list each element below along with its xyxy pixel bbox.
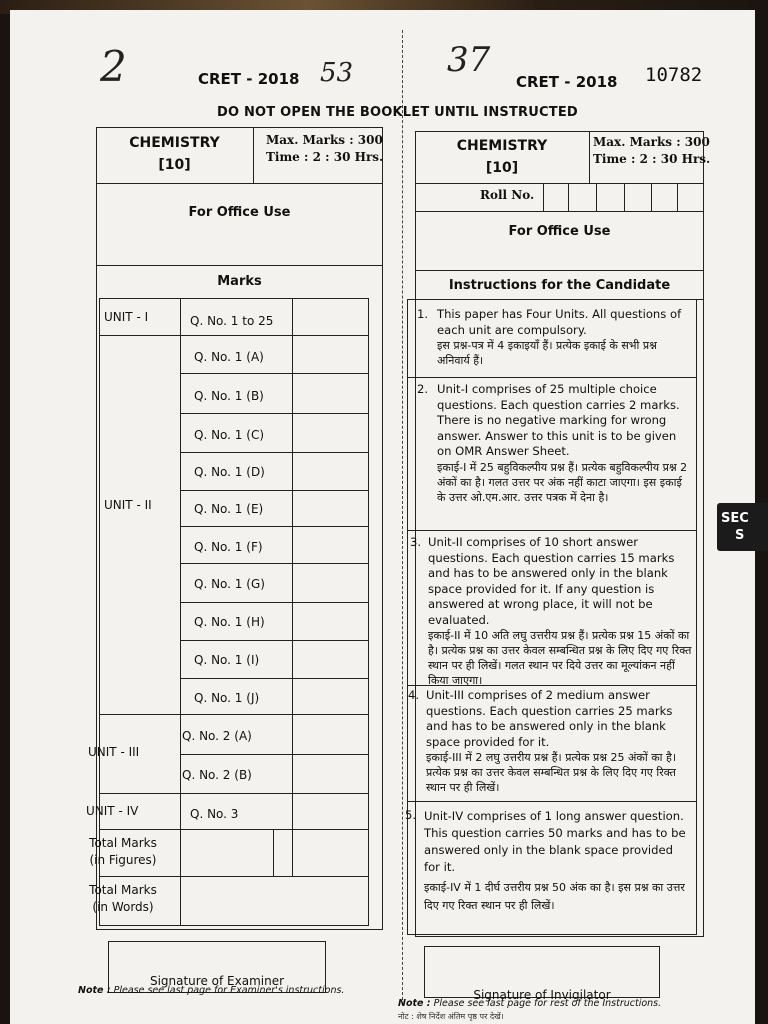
left-office-use: For Office Use [188, 205, 291, 220]
left-note: Note : Please see last page for Examiner's instructions. [78, 985, 345, 996]
roll-no-label: Roll No. [480, 188, 535, 202]
examiner-signature-label: Signature of Examiner [149, 974, 285, 988]
right-subject-code: [10] [485, 160, 519, 176]
right-office-use: For Office Use [508, 224, 611, 239]
instruction-3-number: 3. [410, 535, 422, 549]
section-tab [717, 503, 768, 551]
q-row-1g: Q. No. 1 (G) [194, 577, 265, 591]
q-row-1c: Q. No. 1 (C) [194, 428, 265, 442]
total-marks-figures-label: Total Marks (in Figures) [89, 836, 157, 867]
left-max-marks: Max. Marks : 300 [266, 133, 383, 147]
instruction-5-number: 5. [405, 808, 417, 822]
right-note: Note : Please see last page for rest of the Instructions. [398, 998, 662, 1009]
q-row-3: Q. No. 3 [190, 807, 239, 821]
instruction-5: Unit-IV comprises of 1 long answer question. This question carries 50 marks and has to be answered only in the blank space provided for it. इकाई-IV में 1 दीर्घ उत्तरीय प्रश्न 50 अंक का है। इस प्रश्न का उत्तर दिए गए रिक्त स्थान पर ही लिखें। [424, 809, 686, 912]
unit-3-label: UNIT - III [88, 745, 140, 759]
instruction-3: Unit-II comprises of 10 short answer questions. Each question carries 15 marks and has to be answered only in the blank space provided for it. If any question is answered at wrong place, it will not be evaluated. इकाई-II में 10 अति लघु उत्तरीय प्रश्न हैं। प्रत्येक प्रश्न 15 अंकों का है। प्रत्येक प्रश्न का उत्तर केवल सम्बन्धित प्रश्न के लिए दिए गए रिक्त स्थान पर ही लिखें। गलत स्थान पर दिये उत्तर का मूल्यांकन नहीं किया जाएगा। [428, 535, 692, 687]
invigilator-signature-label: Signature of Invigilator [473, 988, 611, 1002]
handwritten-number-right: 37 [447, 40, 491, 80]
right-subject: CHEMISTRY [456, 138, 548, 154]
q-row-1h: Q. No. 1 (H) [194, 615, 265, 629]
instructions-title: Instructions for the Candidate [448, 278, 671, 293]
instruction-2: Unit-I comprises of 25 multiple choice questions. Each question carries 2 marks. There is no negative marking for wrong answer. Answer to this unit is to be given on OMR Answer Sheet. इकाई-I में 25 बहुविकल्पीय प्रश्न हैं। प्रत्येक बहुविकल्पीय प्रश्न 2 अंकों का है। गलत उत्तर पर अंक नहीं काटा जाएगा। इस इकाई के उत्तर ओ.एम.आर. उत्तर पत्रक में देना है। [437, 382, 688, 504]
section-tab-line1: SEC [721, 511, 749, 526]
q-row-1i: Q. No. 1 (I) [194, 653, 260, 667]
q-row-1a: Q. No. 1 (A) [194, 350, 264, 364]
right-max-marks: Max. Marks : 300 [593, 135, 710, 149]
booklet-serial-number: 10782 [645, 64, 703, 86]
q-row-1j: Q. No. 1 (J) [194, 691, 260, 705]
q-row-1e: Q. No. 1 (E) [194, 502, 264, 516]
q-row-1d: Q. No. 1 (D) [194, 465, 265, 479]
q-row-2a: Q. No. 2 (A) [182, 729, 252, 743]
instruction-4-number: 4. [408, 688, 420, 702]
unit-4-label: UNIT - IV [86, 804, 139, 818]
q-row-1b: Q. No. 1 (B) [194, 389, 264, 403]
instruction-1-number: 1. [417, 307, 429, 321]
q-row-1f: Q. No. 1 (F) [194, 540, 263, 554]
left-exam-title: CRET - 2018 [198, 70, 300, 88]
q-row-1-25: Q. No. 1 to 25 [190, 314, 274, 328]
left-subject-code: [10] [158, 157, 191, 173]
right-note-hindi: नोट : शेष निर्देश अंतिम पृष्ठ पर देखें। [398, 1012, 504, 1021]
handwritten-number-left: 53 [320, 58, 354, 88]
right-exam-title: CRET - 2018 [516, 73, 618, 91]
section-tab-line2: S [735, 528, 745, 543]
total-marks-words-label: Total Marks (in Words) [89, 883, 157, 914]
right-time: Time : 2 : 30 Hrs. [593, 152, 711, 166]
unit-2-label: UNIT - II [104, 498, 152, 512]
instruction-4: Unit-III comprises of 2 medium answer questions. Each question carries 25 marks and has to be answered only in the blank space provided for it. इकाई-III में 2 लघु उत्तरीय प्रश्न हैं। प्रत्येक प्रश्न 25 अंकों का है। प्रत्येक प्रश्न का उत्तर केवल सम्बन्धित प्रश्न के लिए दिए गए रिक्त स्थान पर ही लिखें। [426, 688, 677, 794]
perforation-line [402, 30, 403, 1005]
booklet-notice: DO NOT OPEN THE BOOKLET UNTIL INSTRUCTED [217, 105, 578, 120]
unit-1-label: UNIT - I [104, 310, 149, 324]
handwritten-mark-left: 2 [100, 42, 127, 91]
marks-title: Marks [217, 274, 262, 289]
instruction-1: This paper has Four Units. All questions of each unit are compulsory. इस प्रश्न-पत्र में 4 इकाइयाँ हैं। प्रत्येक इकाई के सभी प्रश्न अनिवार्य हैं। [437, 307, 682, 367]
instruction-2-number: 2. [417, 382, 429, 396]
q-row-2b: Q. No. 2 (B) [182, 768, 252, 782]
left-subject: CHEMISTRY [129, 135, 220, 151]
left-time: Time : 2 : 30 Hrs. [266, 150, 384, 164]
